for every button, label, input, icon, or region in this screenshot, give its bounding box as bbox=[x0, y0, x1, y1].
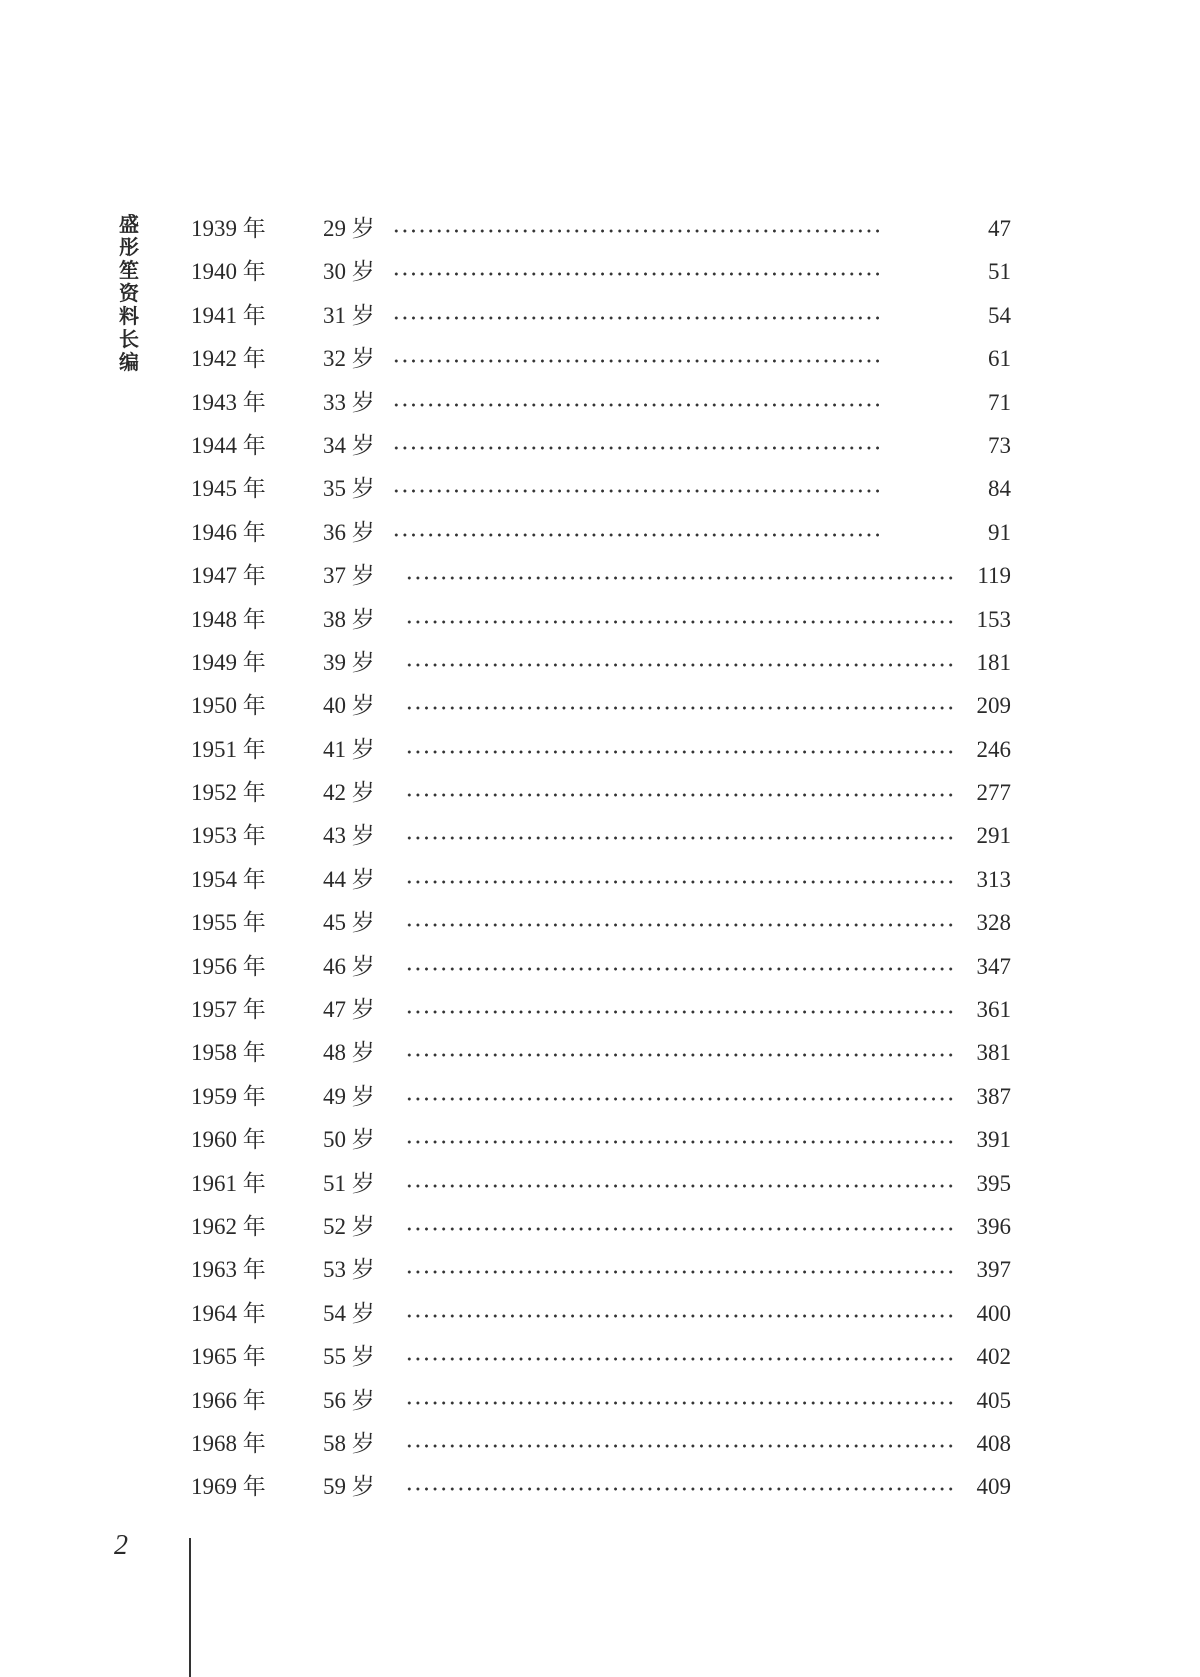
dot-leader bbox=[405, 643, 954, 669]
toc-entry[interactable] bbox=[191, 1077, 1011, 1120]
entry-year: 1964 年 bbox=[191, 1300, 266, 1326]
dot-leader bbox=[405, 990, 954, 1016]
entry-year: 1959 年 bbox=[191, 1083, 266, 1109]
entry-age: 56 岁 bbox=[323, 1387, 375, 1413]
entry-page: 71 bbox=[988, 389, 1011, 415]
entry-age: 47 岁 bbox=[323, 997, 375, 1023]
dot-leader bbox=[392, 296, 883, 322]
entry-page: 396 bbox=[976, 1213, 1011, 1239]
entry-age: 34 岁 bbox=[323, 432, 375, 458]
entry-age: 45 岁 bbox=[323, 910, 375, 936]
entry-page: 387 bbox=[976, 1083, 1011, 1109]
toc-entry[interactable] bbox=[191, 1250, 1011, 1293]
entry-page: 153 bbox=[976, 606, 1011, 632]
entry-page: 47 bbox=[988, 216, 1011, 241]
entry-year: 1945 年 bbox=[191, 476, 266, 502]
entry-year: 1951 年 bbox=[191, 736, 266, 762]
entry-page: 51 bbox=[988, 259, 1011, 285]
entry-page: 313 bbox=[976, 866, 1011, 892]
entry-page: 347 bbox=[976, 953, 1011, 979]
dot-leader bbox=[405, 556, 954, 582]
entry-age: 58 岁 bbox=[323, 1430, 375, 1456]
toc-entry[interactable] bbox=[191, 903, 1011, 946]
entry-page: 391 bbox=[976, 1127, 1011, 1153]
entry-page: 405 bbox=[976, 1387, 1011, 1413]
toc-entry[interactable] bbox=[191, 990, 1011, 1033]
entry-page: 397 bbox=[976, 1257, 1011, 1283]
dot-leader bbox=[405, 1120, 954, 1146]
entry-year: 1941 年 bbox=[191, 302, 266, 328]
toc-entry[interactable] bbox=[191, 513, 1011, 556]
dot-leader bbox=[405, 1381, 954, 1407]
toc-entry[interactable] bbox=[191, 556, 1011, 599]
entry-age: 30 岁 bbox=[323, 259, 375, 285]
toc-entry[interactable] bbox=[191, 426, 1011, 469]
entry-page: 84 bbox=[988, 476, 1011, 502]
dot-leader bbox=[405, 947, 954, 973]
entry-age: 51 岁 bbox=[323, 1170, 375, 1196]
entry-year: 1948 年 bbox=[191, 606, 266, 632]
toc-entry[interactable] bbox=[191, 252, 1011, 295]
entry-year: 1958 年 bbox=[191, 1040, 266, 1066]
entry-year: 1966 年 bbox=[191, 1387, 266, 1413]
margin-rule bbox=[189, 1538, 191, 1677]
entry-year: 1960 年 bbox=[191, 1127, 266, 1153]
entry-age: 36 岁 bbox=[323, 519, 375, 545]
entry-page: 328 bbox=[976, 910, 1011, 936]
dot-leader bbox=[405, 1207, 954, 1233]
entry-year: 1952 年 bbox=[191, 780, 266, 806]
entry-age: 37 岁 bbox=[323, 563, 375, 589]
entry-page: 54 bbox=[988, 302, 1011, 328]
entry-year: 1950 年 bbox=[191, 693, 266, 719]
entry-year: 1946 年 bbox=[191, 519, 266, 545]
entry-page: 73 bbox=[988, 432, 1011, 458]
entry-page: 61 bbox=[988, 346, 1011, 372]
toc-entry[interactable] bbox=[191, 1207, 1011, 1250]
dot-leader bbox=[392, 383, 883, 409]
entry-age: 35 岁 bbox=[323, 476, 375, 502]
entry-age: 38 岁 bbox=[323, 606, 375, 632]
entry-year: 1963 年 bbox=[191, 1257, 266, 1283]
toc-entry[interactable] bbox=[191, 339, 1011, 382]
dot-leader bbox=[392, 209, 883, 235]
entry-year: 1955 年 bbox=[191, 910, 266, 936]
entry-age: 55 岁 bbox=[323, 1344, 375, 1370]
entry-page: 209 bbox=[976, 693, 1011, 719]
entry-year: 1961 年 bbox=[191, 1170, 266, 1196]
dot-leader bbox=[405, 903, 954, 929]
entry-year: 1944 年 bbox=[191, 432, 266, 458]
entry-age: 54 岁 bbox=[323, 1300, 375, 1326]
dot-leader bbox=[405, 600, 954, 626]
entry-year: 1962 年 bbox=[191, 1213, 266, 1239]
dot-leader bbox=[405, 1077, 954, 1103]
table-of-contents bbox=[191, 209, 1011, 1511]
entry-page: 409 bbox=[976, 1474, 1011, 1500]
toc-entry[interactable] bbox=[191, 860, 1011, 903]
entry-year: 1953 年 bbox=[191, 823, 266, 849]
entry-year: 1947 年 bbox=[191, 563, 266, 589]
entry-page: 408 bbox=[976, 1430, 1011, 1456]
entry-page: 181 bbox=[976, 649, 1011, 675]
entry-age: 46 岁 bbox=[323, 953, 375, 979]
dot-leader bbox=[405, 686, 954, 712]
entry-year: 1943 年 bbox=[191, 389, 266, 415]
entry-age: 52 岁 bbox=[323, 1213, 375, 1239]
toc-entry[interactable] bbox=[191, 1164, 1011, 1207]
toc-entry[interactable] bbox=[191, 1381, 1011, 1424]
toc-entry[interactable] bbox=[191, 1467, 1011, 1510]
toc-entry[interactable] bbox=[191, 1033, 1011, 1076]
entry-age: 50 岁 bbox=[323, 1127, 375, 1153]
entry-page: 246 bbox=[976, 736, 1011, 762]
dot-leader bbox=[405, 816, 954, 842]
entry-year: 1940 年 bbox=[191, 259, 266, 285]
toc-entry[interactable] bbox=[191, 1337, 1011, 1380]
entry-year: 1968 年 bbox=[191, 1430, 266, 1456]
toc-entry[interactable] bbox=[191, 1294, 1011, 1337]
book-title: 盛彤笙资料长编 bbox=[119, 214, 139, 374]
dot-leader bbox=[405, 1467, 954, 1493]
dot-leader bbox=[405, 1033, 954, 1059]
entry-age: 31 岁 bbox=[323, 302, 375, 328]
page-number: 2 bbox=[114, 1530, 128, 1561]
dot-leader bbox=[405, 773, 954, 799]
dot-leader bbox=[405, 860, 954, 886]
entry-age: 41 岁 bbox=[323, 736, 375, 762]
entry-year: 1969 年 bbox=[191, 1474, 266, 1500]
toc-entry[interactable] bbox=[191, 600, 1011, 643]
entry-age: 39 岁 bbox=[323, 649, 375, 675]
entry-page: 119 bbox=[977, 563, 1011, 589]
toc-entry[interactable] bbox=[191, 773, 1011, 816]
dot-leader bbox=[405, 1294, 954, 1320]
toc-entry[interactable] bbox=[191, 383, 1011, 426]
entry-year: 1949 年 bbox=[191, 649, 266, 675]
entry-year: 1965 年 bbox=[191, 1344, 266, 1370]
entry-age: 49 岁 bbox=[323, 1083, 375, 1109]
entry-age: 33 岁 bbox=[323, 389, 375, 415]
toc-entry[interactable] bbox=[191, 296, 1011, 339]
entry-age: 29 岁 bbox=[323, 216, 375, 241]
dot-leader bbox=[392, 513, 883, 539]
entry-age: 48 岁 bbox=[323, 1040, 375, 1066]
toc-entry[interactable] bbox=[191, 209, 1011, 252]
toc-entry[interactable] bbox=[191, 686, 1011, 729]
entry-age: 40 岁 bbox=[323, 693, 375, 719]
entry-page: 277 bbox=[976, 780, 1011, 806]
toc-entry[interactable] bbox=[191, 947, 1011, 990]
toc-entry[interactable] bbox=[191, 730, 1011, 773]
dot-leader bbox=[405, 730, 954, 756]
dot-leader bbox=[405, 1424, 954, 1450]
entry-page: 395 bbox=[976, 1170, 1011, 1196]
entry-year: 1957 年 bbox=[191, 997, 266, 1023]
entry-age: 42 岁 bbox=[323, 780, 375, 806]
toc-entry[interactable] bbox=[191, 1120, 1011, 1163]
dot-leader bbox=[392, 339, 883, 365]
toc-entry[interactable] bbox=[191, 469, 1011, 512]
entry-page: 381 bbox=[976, 1040, 1011, 1066]
entry-age: 43 岁 bbox=[323, 823, 375, 849]
dot-leader bbox=[405, 1337, 954, 1363]
entry-age: 32 岁 bbox=[323, 346, 375, 372]
entry-page: 400 bbox=[976, 1300, 1011, 1326]
entry-page: 402 bbox=[976, 1344, 1011, 1370]
toc-entry[interactable] bbox=[191, 1424, 1011, 1467]
toc-entry[interactable] bbox=[191, 816, 1011, 859]
dot-leader bbox=[392, 469, 883, 495]
entry-age: 53 岁 bbox=[323, 1257, 375, 1283]
entry-year: 1956 年 bbox=[191, 953, 266, 979]
entry-year: 1939 年 bbox=[191, 216, 266, 241]
dot-leader bbox=[392, 252, 883, 278]
dot-leader bbox=[392, 426, 883, 452]
dot-leader bbox=[405, 1250, 954, 1276]
dot-leader bbox=[405, 1164, 954, 1190]
entry-page: 361 bbox=[976, 997, 1011, 1023]
entry-year: 1942 年 bbox=[191, 346, 266, 372]
entry-age: 59 岁 bbox=[323, 1474, 375, 1500]
entry-page: 91 bbox=[988, 519, 1011, 545]
entry-age: 44 岁 bbox=[323, 866, 375, 892]
toc-entry[interactable] bbox=[191, 643, 1011, 686]
entry-page: 291 bbox=[976, 823, 1011, 849]
entry-year: 1954 年 bbox=[191, 866, 266, 892]
